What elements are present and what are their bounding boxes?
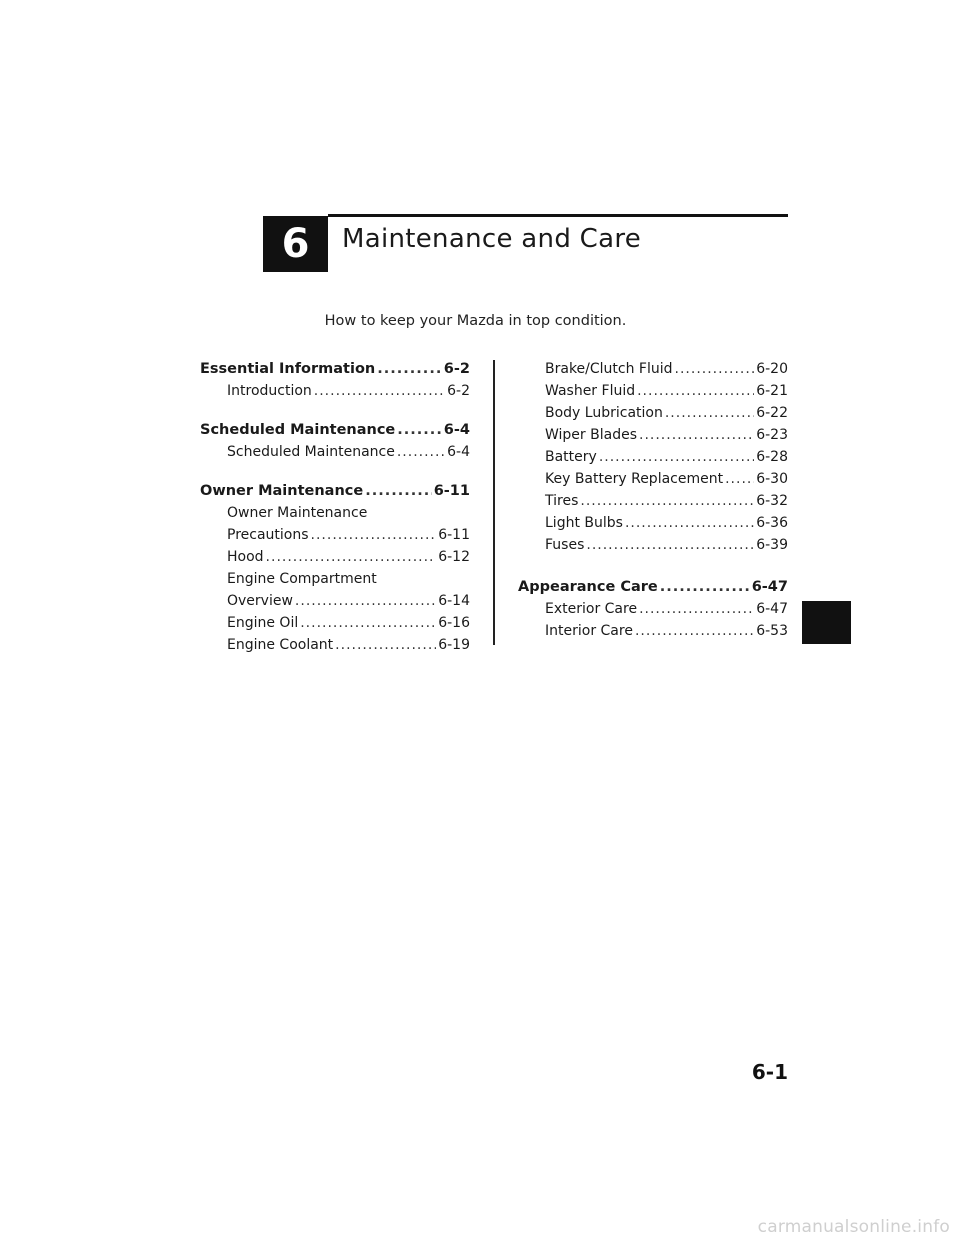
toc-entry-brake-clutch-fluid[interactable] [518,358,788,380]
toc-leader-dots [365,480,431,502]
toc-entry-label: Engine Oil [227,615,299,631]
toc-leader-dots [586,534,754,556]
toc-leader-dots [295,590,436,612]
chapter-title-rule [328,214,788,217]
toc-page-number: 6-12 [438,549,470,565]
toc-page-number: 6-14 [438,593,470,609]
chapter-number-box: 6 [263,216,328,272]
toc-entry-key-battery-replacement[interactable] [518,468,788,490]
toc-entry-light-bulbs[interactable] [518,512,788,534]
toc-page-number: 6-22 [756,405,788,421]
toc-page-number: 6-20 [756,361,788,377]
toc-leader-dots [397,419,442,441]
toc-entry-label: Hood [227,549,264,565]
toc-section-scheduled-maintenance[interactable] [200,419,470,441]
toc-leader-dots [266,546,437,568]
toc-page-number: 6-32 [756,493,788,509]
toc-entry-washer-fluid[interactable] [518,380,788,402]
toc-leader-dots [637,380,754,402]
toc-entry-label: Engine Coolant [227,637,334,653]
toc-entry-label: Precautions [227,527,309,543]
toc-entry-label: Introduction [227,383,312,399]
toc-entry-exterior-care[interactable] [518,598,788,620]
page-number: 6-1 [751,1060,788,1084]
chapter-side-tab [802,601,851,644]
toc-page-number: 6-2 [443,361,470,377]
toc-entry-body-lubrication[interactable] [518,402,788,424]
toc-leader-dots [660,576,750,598]
toc-page-number: 6-36 [756,515,788,531]
toc-page-number: 6-21 [756,383,788,399]
toc-entry-owner-maintenance-line1[interactable] [200,502,470,524]
toc-entry-battery[interactable] [518,446,788,468]
toc-page-number: 6-23 [756,427,788,443]
toc-entry-engine-compartment-line1[interactable] [200,568,470,590]
toc-page-number: 6-28 [756,449,788,465]
toc-leader-dots [397,441,445,463]
toc-entry-label: Overview [227,593,293,609]
toc-entry-wiper-blades[interactable] [518,424,788,446]
toc-page-number: 6-53 [756,623,788,639]
toc-page-number: 6-2 [447,383,470,399]
toc-page-number: 6-11 [438,527,470,543]
toc-leader-dots [314,380,445,402]
chapter-subtitle: How to keep your Mazda in top condition. [324,313,627,329]
toc-page-number: 6-4 [447,444,470,460]
toc-leader-dots [599,446,754,468]
toc-entry-label: Tires [545,493,579,509]
toc-leader-dots [665,402,754,424]
toc-section-appearance-care[interactable] [518,576,788,598]
toc-entry-engine-compartment-overview[interactable] [200,590,470,612]
chapter-title: Maintenance and Care [342,224,642,254]
toc-entry-label: Scheduled Maintenance [227,444,395,460]
toc-entry-label: Engine Compartment [227,571,377,587]
toc-leader-dots [377,358,442,380]
toc-entry-label: Battery [545,449,597,465]
toc-page-number: 6-16 [438,615,470,631]
toc-left-column [200,358,470,656]
toc-entry-engine-oil[interactable] [200,612,470,634]
toc-entry-label: Owner Maintenance [227,505,368,521]
toc-entry-tires[interactable] [518,490,788,512]
toc-entry-interior-care[interactable] [518,620,788,642]
toc-page-number: 6-47 [751,579,788,595]
toc-entry-label: Wiper Blades [545,427,637,443]
toc-entry-label: Brake/Clutch Fluid [545,361,673,377]
toc-leader-dots [311,524,437,546]
toc-page-number: 6-4 [443,422,470,438]
toc-page-number: 6-11 [433,483,470,499]
watermark-text: carmanualsonline.info [757,1217,950,1237]
toc-leader-dots [639,598,754,620]
toc-entry-label: Interior Care [545,623,633,639]
toc-section-label: Owner Maintenance [200,483,364,499]
toc-entry-hood[interactable] [200,546,470,568]
toc-entry-label: Exterior Care [545,601,638,617]
toc-leader-dots [300,612,436,634]
toc-entry-engine-coolant[interactable] [200,634,470,656]
toc-section-label: Appearance Care [518,579,658,595]
toc-entry-scheduled-maintenance[interactable] [200,441,470,463]
toc-section-label: Essential Information [200,361,376,377]
toc-entry-owner-maintenance-precautions[interactable] [200,524,470,546]
toc-entry-label: Body Lubrication [545,405,663,421]
toc-page-number: 6-30 [756,471,788,487]
toc-leader-dots [675,358,755,380]
toc-entry-label: Light Bulbs [545,515,623,531]
toc-leader-dots [335,634,436,656]
toc-leader-dots [580,490,754,512]
toc-page-number: 6-19 [438,637,470,653]
column-divider [493,360,495,645]
toc-section-owner-maintenance[interactable] [200,480,470,502]
toc-page-number: 6-47 [756,601,788,617]
toc-leader-dots [639,424,754,446]
toc-entry-fuses[interactable] [518,534,788,556]
toc-page-number: 6-39 [756,537,788,553]
toc-section-label: Scheduled Maintenance [200,422,396,438]
toc-leader-dots [625,512,754,534]
toc-right-column [518,358,788,642]
toc-entry-introduction[interactable] [200,380,470,402]
toc-leader-dots [635,620,754,642]
toc-entry-label: Fuses [545,537,585,553]
toc-leader-dots [725,468,754,490]
toc-entry-label: Washer Fluid [545,383,636,399]
toc-entry-label: Key Battery Replacement [545,471,724,487]
toc-section-essential-information[interactable] [200,358,470,380]
